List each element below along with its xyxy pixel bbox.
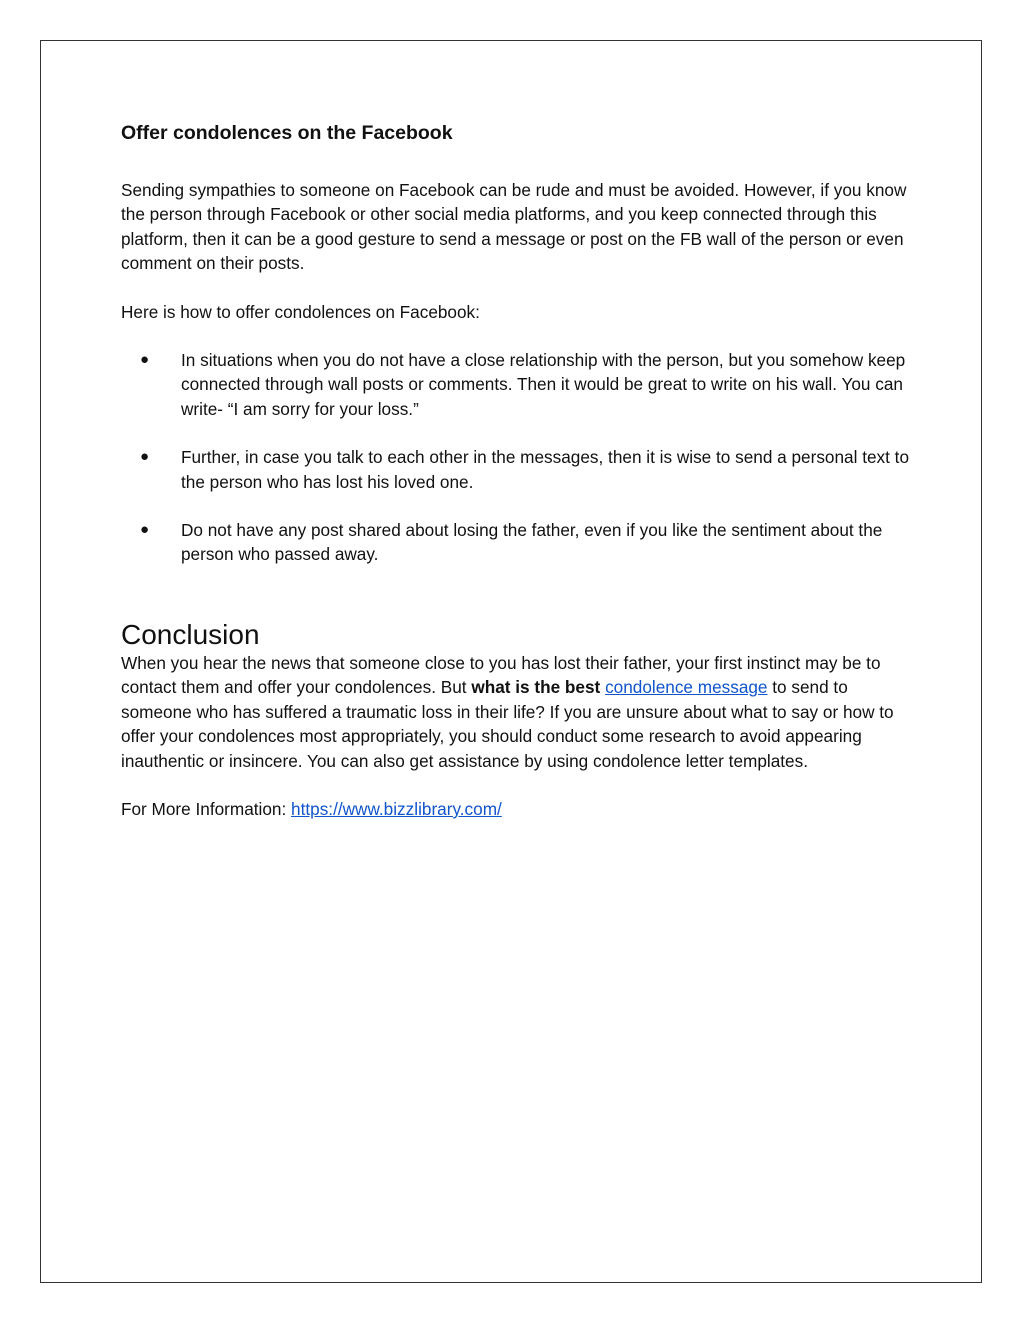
- conclusion-text-start: When you hear the news that someone close to you has lost their father, your first instinct may be to contact them and offer your condolences. But: [121, 652, 881, 698]
- bullet-icon: ●: [140, 448, 150, 466]
- list-item: [121, 445, 911, 494]
- bizzlibrary-link[interactable]: https://www.bizzlibrary.com/: [291, 798, 502, 819]
- more-info-label: For More Information:: [121, 798, 292, 819]
- bullet-list: [121, 348, 911, 567]
- more-info-line: [121, 797, 911, 821]
- conclusion-paragraph: [121, 651, 911, 773]
- list-item-text: Further, in case you talk to each other in the messages, then it is wise to send a personal text to the person who has lost his loved one.: [181, 447, 910, 492]
- conclusion-heading: Conclusion: [121, 618, 260, 650]
- list-item: [121, 348, 911, 421]
- condolence-message-link[interactable]: condolence message: [605, 677, 768, 698]
- conclusion-bold-text: what is the best: [471, 677, 601, 698]
- lead-paragraph: Here is how to offer condolences on Facebook:: [121, 301, 480, 322]
- list-item-text: In situations when you do not have a close relationship with the person, but you somehow keep connected through wall posts or comments. Then it would be great to write on his wall. You can write- “I am sorry for your loss.”: [181, 350, 906, 419]
- section-heading: Offer condolences on the Facebook: [121, 122, 453, 144]
- list-item: [121, 518, 911, 567]
- list-item-text: Do not have any post shared about losing the father, even if you like the sentiment about the person who passed away.: [181, 520, 883, 565]
- intro-paragraph: Sending sympathies to someone on Facebook can be rude and must be avoided. However, if you know the person through Facebook or other social media platforms, and you keep connected through this platform, then it can be a good gesture to send a message or post on the FB wall of the person or even comment on their posts.: [121, 180, 907, 274]
- bullet-icon: ●: [140, 351, 150, 369]
- bullet-icon: ●: [140, 521, 150, 539]
- document-content: [121, 118, 911, 821]
- conclusion-text-end: to send to someone who has suffered a traumatic loss in their life? If you are unsure about what to say or how to offer your condolences most appropriately, you should conduct some research to avoid appearing inauthentic or insincere. You can also get assistance by using condolence letter templates.: [121, 677, 894, 771]
